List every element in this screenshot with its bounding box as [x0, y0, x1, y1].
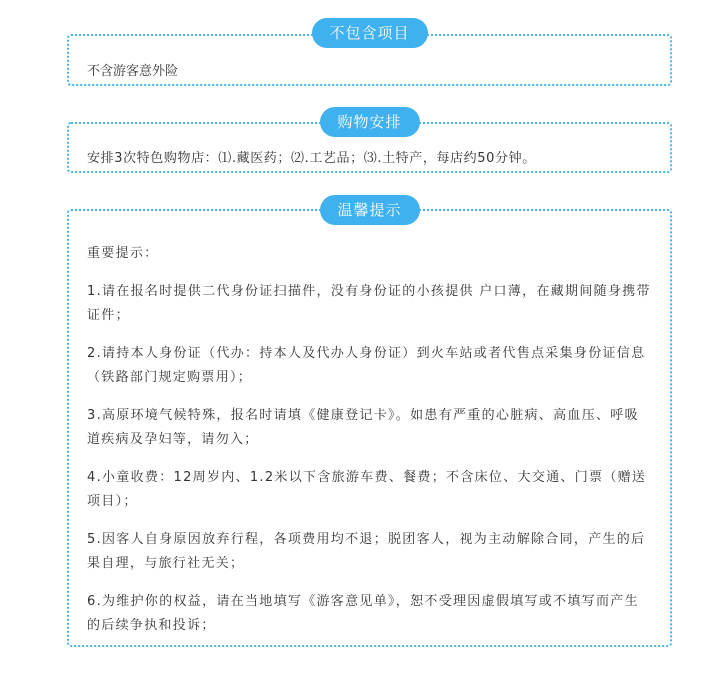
tips-title: 温馨提示	[319, 195, 419, 225]
shopping-title: 购物安排	[319, 107, 419, 137]
tip-item-2: 2.请持本人身份证（代办：持本人及代办人身份证）到火车站或者代售点采集身份证信息（铁路部门规定购票用）；	[87, 346, 646, 385]
excluded-items-title: 不包含项目	[311, 18, 427, 48]
excluded-items-text: 不含游客意外险	[87, 64, 179, 79]
tip-item-6: 6.为维护你的权益，请在当地填写《游客意见单》，恕不受理因虚假填写或不填写而产生的后续争执和投诉；	[87, 594, 639, 633]
tips-content	[87, 242, 652, 638]
tips-heading: 重要提示：	[87, 246, 159, 261]
tip-item-3: 3.高原环境气候特殊，报名时请填《健康登记卡》。如患有严重的心脏病、高血压、呼吸道疾病及孕妇等，请勿入；	[87, 408, 639, 447]
tip-item-1: 1.请在报名时提供二代身份证扫描件，没有身份证的小孩提供 户口薄，在藏期间随身携带证件；	[87, 284, 651, 323]
shopping-text: 安排3次特色购物店：⑴.藏医药；⑵.工艺品；⑶.土特产，每店约50分钟。	[87, 151, 536, 166]
excluded-items-section	[67, 18, 672, 86]
tips-section	[67, 195, 672, 647]
tip-item-4: 4.小童收费：12周岁内、1.2米以下含旅游车费、餐费；不含床位、大交通、门票（赠送项目）；	[87, 470, 647, 509]
tip-item-5: 5.因客人自身原因放弃行程，各项费用均不退；脱团客人，视为主动解除合同，产生的后果自理，与旅行社无关；	[87, 532, 646, 571]
shopping-section	[67, 107, 672, 173]
